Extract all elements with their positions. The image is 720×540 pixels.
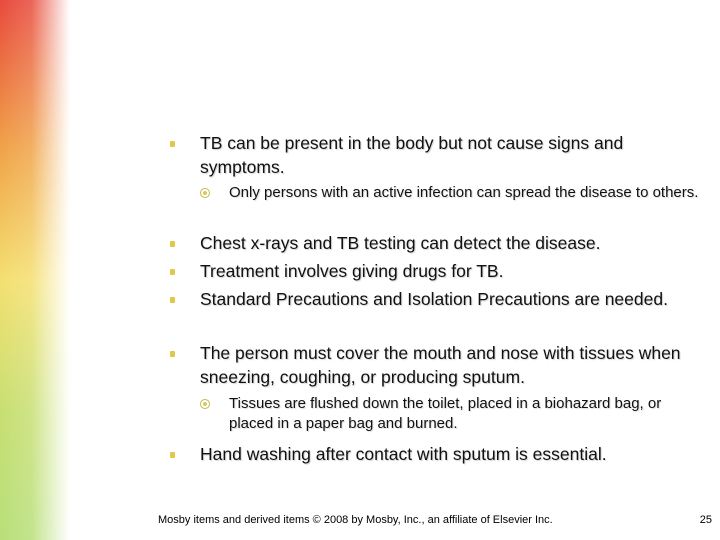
sub-bullet-text: Only persons with an active infection can spread the disease to others. [229,184,699,201]
bullet-text: Standard Precautions and Isolation Precautions are needed. [200,289,668,309]
sub-bullet-text: Tissues are flushed down the toilet, placed in a biohazard bag, or placed in a paper bag and burned. [229,395,662,432]
bullet-text: Chest x-rays and TB testing can detect the disease. [200,233,601,253]
bullet-marker [167,137,177,149]
bullet-marker [167,237,177,249]
bullet-marker [167,293,177,305]
sub-bullet-marker [200,399,210,409]
bullet-text: TB can be present in the body but not cause signs and symptoms. [200,133,624,177]
bullet-marker [167,347,177,359]
bullet-text: The person must cover the mouth and nose with tissues when sneezing, coughing, or producing sputum. [200,343,681,387]
sub-bullet-marker [200,188,210,198]
bullet-text: Treatment involves giving drugs for TB. [200,261,504,281]
bullet-marker [167,265,177,277]
copyright-footer: Mosby items and derived items © 2008 by Mosby, Inc., an affiliate of Elsevier Inc. [158,514,553,526]
page-number: 25 [699,514,712,526]
bullet-text: Hand washing after contact with sputum is essential. [200,444,607,464]
bullet-marker [167,448,177,460]
